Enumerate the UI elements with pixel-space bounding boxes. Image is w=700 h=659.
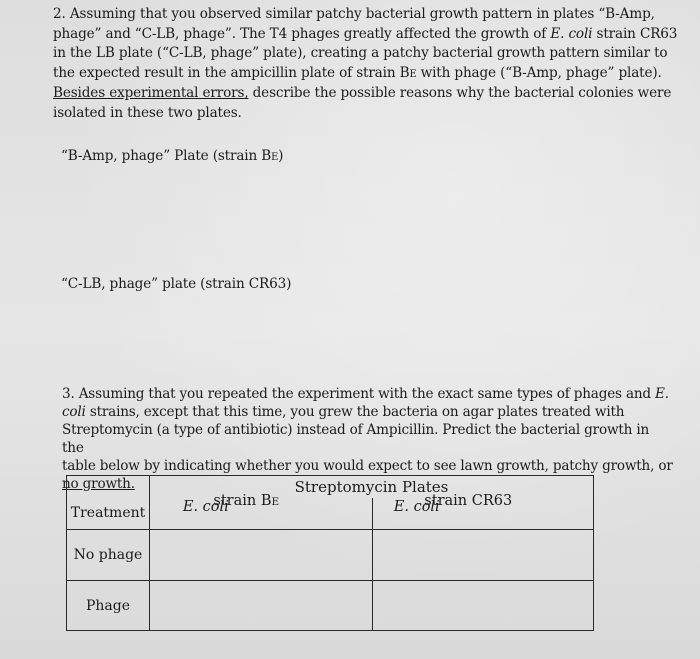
answer-cell-phage-be[interactable] [150,581,373,631]
strain-cr63-italic: E. coli [393,499,440,516]
c-lb-text: “C-LB, phage” plate (strain CR63) [61,276,292,292]
q2-small-caps: E [409,68,417,80]
b-amp-text: ) [278,148,284,164]
q3-line [62,403,674,421]
q2-italic-text: E. coli [550,25,593,42]
q2-line [53,84,685,104]
answer-cell-no-phage-cr63[interactable] [373,529,594,581]
q3-line [62,421,674,457]
b-amp-text: “B-Amp, phage” Plate (strain B [61,148,272,164]
strain-be-text: strain B [208,493,272,510]
table-row [67,581,594,631]
strain-cr63-text: strain CR63 [419,493,513,510]
q2-line [53,104,685,124]
streptomycin-prediction-table [66,475,594,631]
question-2 [53,5,685,124]
q2-line [53,44,685,64]
q3-text: strains, except that this time, you grew the bacteria on agar plates treated with [85,404,625,420]
b-amp-plate-label [61,148,283,164]
strain-be-header-cell [150,493,373,529]
q3-italic-text: coli [62,404,86,420]
q3-text: Streptomycin (a type of antibiotic) instead of Ampicillin. Predict the bacterial growth in the [62,422,650,456]
table-row [67,529,594,581]
treatment-header: Treatment [70,505,146,522]
q2-text: with phage (“B-Amp, phage” plate). [416,64,662,81]
b-amp-small-caps: E [271,152,279,163]
q2-line [53,25,685,45]
row-label-phage [67,581,150,631]
q2-underlined-text: Besides experimental errors, [53,85,249,102]
q2-line [53,5,685,25]
strain-cr63-header [393,493,532,516]
q2-text: describe the possible reasons why the bacterial colonies were [248,85,672,102]
q3-text: table below by indicating whether you would expect to see lawn growth, patchy growth, or [62,458,673,474]
q3-text: 3. Assuming that you repeated the experiment with the exact same types of phages and [62,386,656,402]
strain-be-small-caps: E [271,496,280,509]
q3-line [62,385,674,403]
q2-text: the expected result in the ampicillin plate of strain B [53,64,410,81]
q3-line [62,457,674,475]
strain-be-header [182,493,299,516]
streptomycin-header: Streptomycin Plates [294,478,449,497]
answer-cell-no-phage-be[interactable] [150,529,373,581]
row-label-no-phage [67,529,150,581]
q2-text: in the LB plate (“C-LB, phage” plate), creating a patchy bacterial growth pattern similar to [53,45,668,62]
q2-text: phage” and “C-LB, phage”. The T4 phages greatly affected the growth of [53,25,551,42]
q2-line [53,64,685,85]
strain-be-italic: E. coli [182,499,229,516]
row-label: No phage [73,547,143,563]
row-label: Phage [85,597,131,614]
answer-cell-phage-cr63[interactable] [373,581,594,631]
strain-cr63-header-cell [373,493,594,529]
q2-text: isolated in these two plates. [53,104,242,121]
q3-text: no growth. [62,476,135,492]
q2-text: 2. Assuming that you observed similar patchy bacterial growth pattern in plates “B-Amp, [53,6,655,22]
c-lb-plate-label [61,276,291,292]
treatment-header-cell [67,476,150,530]
q3-italic-text: E. [655,386,669,402]
q2-text: strain CR63 [592,25,678,42]
